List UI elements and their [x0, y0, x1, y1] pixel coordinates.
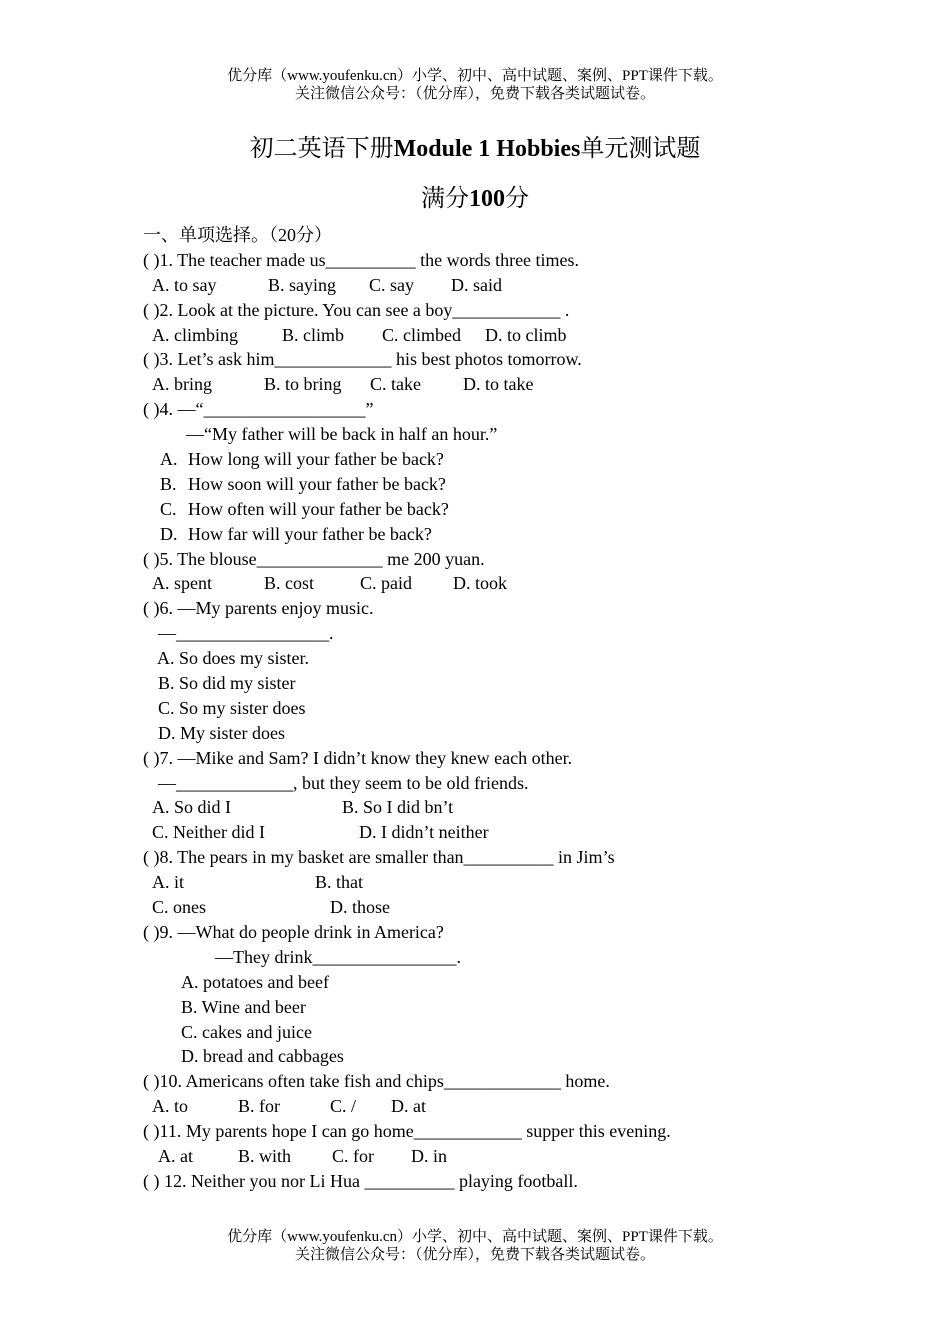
option-b: B. So I did bn’t: [342, 797, 454, 818]
option-a: A. to: [152, 1096, 188, 1117]
option-b: B. climb: [282, 324, 344, 345]
question-9-option-b: B. Wine and beer: [181, 996, 306, 1017]
option-a: A. to say: [152, 274, 217, 295]
option-a: A. spent: [152, 573, 212, 594]
question-9-option-a: A. potatoes and beef: [181, 971, 329, 992]
question-11-stem: ( )11. My parents hope I can go home____________ supper this evening.: [143, 1121, 671, 1142]
page-title: [0, 134, 950, 164]
option-d: D. in: [411, 1145, 447, 1166]
option-letter: A.: [160, 449, 178, 470]
question-5-options: [143, 571, 843, 596]
option-c: C. climbed: [382, 324, 461, 345]
option-b: B. for: [238, 1096, 280, 1117]
question-4-reply: —“My father will be back in half an hour.”: [186, 424, 498, 445]
option-text: How long will your father be back?: [188, 449, 444, 470]
question-4-option-d: [143, 522, 843, 547]
question-7-options-cd: [143, 820, 843, 845]
option-d: D. those: [330, 897, 390, 918]
question-4-stem: ( )4. —“__________________”: [143, 399, 374, 420]
option-a: A. bring: [152, 374, 212, 395]
question-11-options: [143, 1144, 843, 1169]
option-c: C. for: [332, 1145, 374, 1166]
question-7-reply: —_____________, but they seem to be old friends.: [158, 772, 529, 793]
question-9-reply: —They drink________________.: [215, 946, 461, 967]
option-letter: C.: [160, 498, 177, 519]
option-d: D. said: [451, 274, 502, 295]
title-text: 初二英语下册Module 1 Hobbies单元测试题: [249, 136, 701, 162]
option-c: C. /: [330, 1096, 357, 1117]
option-a: A. it: [152, 872, 185, 893]
header-line-2: 关注微信公众号：（优分库），免费下载各类试题试卷。: [294, 86, 655, 102]
exam-body: [143, 223, 843, 1194]
question-6-option-b: B. So did my sister: [158, 673, 296, 694]
option-letter: B.: [160, 473, 177, 494]
option-b: B. saying: [268, 274, 337, 295]
option-d: D. I didn’t neither: [359, 822, 489, 843]
footer-line-2: 关注微信公众号：（优分库），免费下载各类试题试卷。: [294, 1247, 655, 1263]
option-b: B. cost: [264, 573, 315, 594]
option-d: D. to take: [463, 374, 534, 395]
question-9-option-d: D. bread and cabbages: [181, 1046, 344, 1067]
option-text: How often will your father be back?: [188, 498, 449, 519]
question-8-options-ab: [143, 870, 843, 895]
question-6-stem: ( )6. —My parents enjoy music.: [143, 598, 374, 619]
question-8-stem: ( )8. The pears in my basket are smaller than__________ in Jim’s: [143, 847, 615, 868]
option-d: D. took: [453, 573, 507, 594]
section-heading: 一、单项选择。（20分）: [143, 225, 332, 245]
question-10-options: [143, 1094, 843, 1119]
option-b: B. that: [315, 872, 363, 893]
question-10-stem: ( )10. Americans often take fish and chips_____________ home.: [143, 1071, 610, 1092]
question-5-stem: ( )5. The blouse______________ me 200 yuan.: [143, 548, 485, 569]
page-footer: [0, 1228, 950, 1264]
question-4-option-a: [143, 447, 843, 472]
question-12-stem: ( ) 12. Neither you nor Li Hua __________ playing football.: [143, 1170, 578, 1191]
option-letter: D.: [160, 523, 178, 544]
option-b: B. to bring: [264, 374, 342, 395]
option-a: A. So did I: [152, 797, 232, 818]
question-9-stem: ( )9. —What do people drink in America?: [143, 921, 444, 942]
question-3-stem: ( )3. Let’s ask him_____________ his best photos tomorrow.: [143, 349, 582, 370]
option-d: D. to climb: [485, 324, 567, 345]
question-2-options: [143, 323, 843, 348]
option-c: C. paid: [360, 573, 412, 594]
question-4-option-c: [143, 497, 843, 522]
question-6-option-c: C. So my sister does: [158, 697, 306, 718]
question-7-stem: ( )7. —Mike and Sam? I didn’t know they knew each other.: [143, 747, 573, 768]
option-a: A. climbing: [152, 324, 238, 345]
option-d: D. at: [391, 1096, 426, 1117]
option-c: C. Neither did I: [152, 822, 265, 843]
option-c: C. take: [370, 374, 421, 395]
page-header: [0, 67, 950, 103]
option-b: B. with: [238, 1145, 292, 1166]
question-4-option-b: [143, 472, 843, 497]
question-9-option-c: C. cakes and juice: [181, 1021, 312, 1042]
option-c: C. say: [369, 274, 414, 295]
option-text: How far will your father be back?: [188, 523, 432, 544]
question-6-option-d: D. My sister does: [158, 722, 285, 743]
footer-line-1: 优分库（www.youfenku.cn）小学、初中、高中试题、案例、PPT课件下载。: [227, 1229, 723, 1245]
question-7-options-ab: [143, 795, 843, 820]
option-c: C. ones: [152, 897, 206, 918]
header-line-1: 优分库（www.youfenku.cn）小学、初中、高中试题、案例、PPT课件下载。: [227, 68, 723, 84]
question-3-options: [143, 372, 843, 397]
option-text: How soon will your father be back?: [188, 473, 446, 494]
question-1-options: [143, 273, 843, 298]
question-2-stem: ( )2. Look at the picture. You can see a boy____________ .: [143, 299, 570, 320]
question-6-option-a: A. So does my sister.: [157, 648, 310, 669]
question-6-reply: —_________________.: [158, 623, 334, 644]
option-a: A. at: [158, 1145, 193, 1166]
question-8-options-cd: [143, 895, 843, 920]
page-subtitle: 满分100分: [421, 186, 529, 212]
question-1-stem: ( )1. The teacher made us__________ the words three times.: [143, 249, 580, 270]
